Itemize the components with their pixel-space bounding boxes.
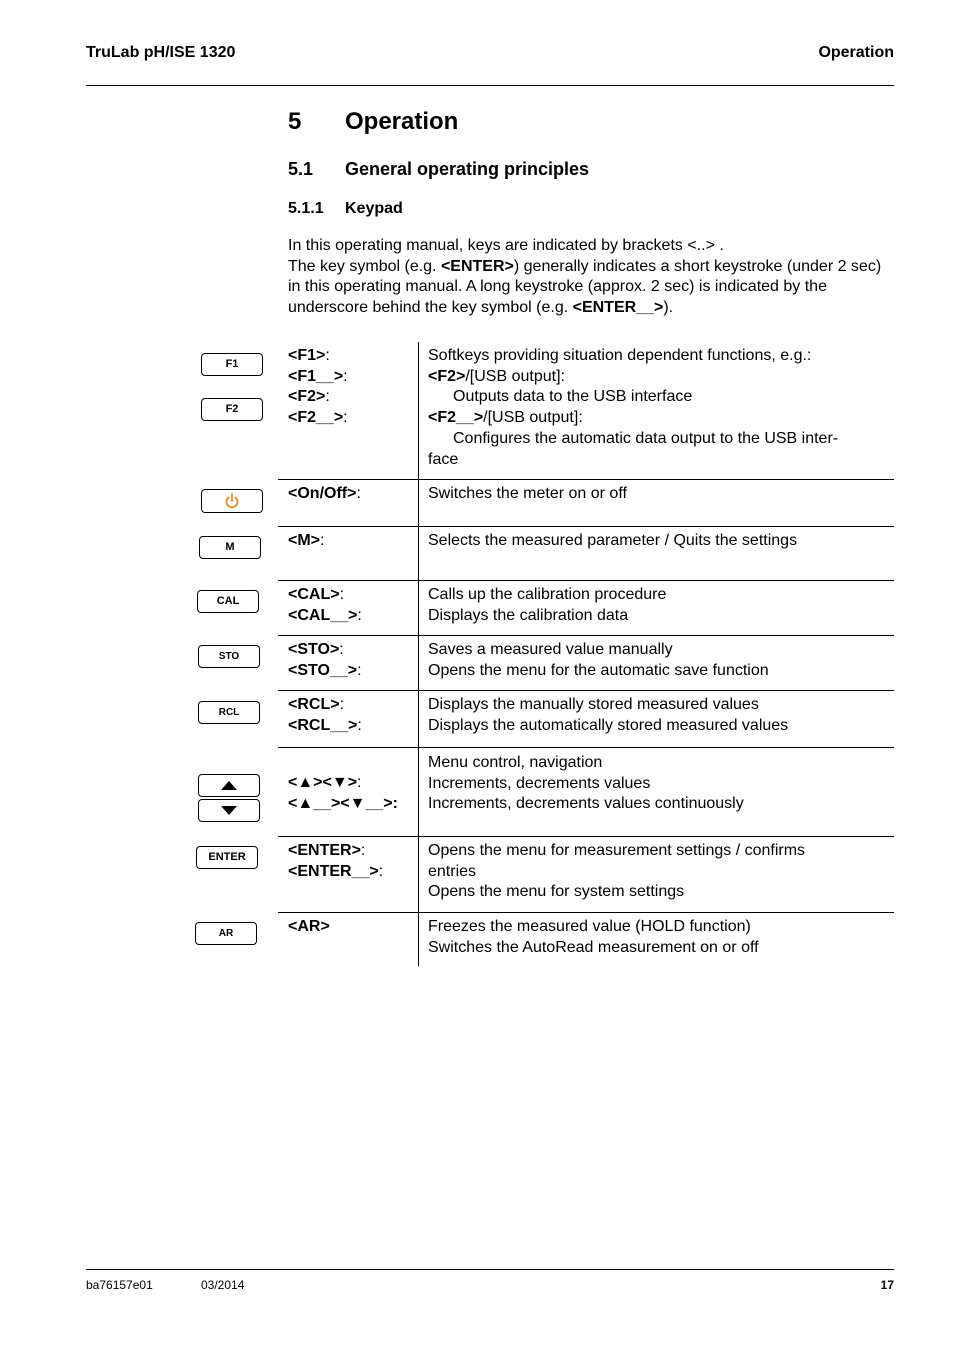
key-name: <On/Off> [288, 485, 357, 502]
desc-line: entries [428, 862, 477, 880]
row-separator [278, 479, 894, 480]
row-separator [278, 526, 894, 527]
page-number: 17 [880, 1278, 894, 1292]
down-key [198, 799, 260, 822]
key-name: <STO__> [288, 661, 358, 679]
row-separator [278, 690, 894, 691]
section-title: General operating principles [345, 159, 590, 179]
footer-rule [86, 1269, 894, 1270]
desc-line: face [428, 450, 459, 468]
table-divider-vertical [418, 342, 419, 966]
key-name: <ENTER> [288, 842, 361, 859]
header-rule [86, 85, 894, 86]
desc-line: Menu control, navigation [428, 754, 603, 771]
key-name: <F2> [288, 388, 326, 406]
up-key [198, 774, 260, 797]
footer-doc-id: ba76157e01 [86, 1278, 153, 1292]
ar-key: AR [195, 922, 257, 945]
chapter-number: 5 [288, 108, 302, 135]
desc-line: <F2>/[USB output]: [428, 367, 565, 385]
key-name: <F2__> [288, 409, 344, 427]
row-separator [278, 836, 894, 837]
desc-line: Switches the AutoRead measurement on or off [428, 938, 759, 956]
desc-line: Opens the menu for the automatic save function [428, 661, 769, 679]
intro-key-enter-long: <ENTER__> [572, 299, 664, 317]
section-number: 5.1 [288, 159, 314, 179]
key-name: <RCL__> [288, 716, 358, 734]
desc-line: Saves a measured value manually [428, 641, 673, 658]
section-heading [288, 159, 589, 180]
row-separator [278, 580, 894, 581]
desc-line: Opens the menu for measurement settings / confirms [428, 842, 806, 859]
f1-key: F1 [201, 353, 263, 376]
header-section: Operation [818, 44, 894, 61]
softkeys-description [428, 346, 890, 470]
key-name: <CAL__> [288, 606, 358, 624]
desc-line: Outputs data to the USB interface [453, 388, 693, 406]
intro-text-c: ). [663, 299, 674, 317]
rcl-key: RCL [198, 701, 260, 724]
intro-line1: In this operating manual, keys are indicated by brackets <..> . [288, 237, 724, 254]
enter-key: ENTER [196, 846, 258, 869]
on-off-key [201, 489, 263, 513]
desc-line: Displays the automatically stored measured values [428, 716, 789, 734]
intro-paragraph [288, 236, 894, 319]
key-name: <▲><▼> [288, 774, 358, 791]
softkeys-names: <F1>: <F1__>: <F2>: <F2__>: [288, 347, 348, 427]
key-name: <RCL> [288, 696, 340, 713]
key-name: <M> [288, 532, 321, 549]
desc-line: Displays the manually stored measured values [428, 696, 759, 713]
intro-text-a: The key symbol (e.g. [288, 257, 441, 275]
subsection-heading [288, 200, 403, 218]
up-arrow-icon [199, 775, 259, 796]
key-name: <▲__><▼__> [288, 794, 393, 812]
intro-key-enter: <ENTER> [440, 257, 514, 275]
desc-line: Configures the automatic data output to the USB inter- [453, 429, 839, 447]
key-name: <CAL> [288, 586, 340, 603]
desc-line: Increments, decrements values [428, 774, 651, 792]
subsection-title: Keypad [345, 200, 403, 217]
row-separator [278, 747, 894, 748]
header-product: TruLab pH/ISE 1320 [86, 44, 236, 61]
desc-line: Calls up the calibration procedure [428, 586, 667, 603]
desc-line: Switches the meter on or off [428, 485, 627, 502]
f2-key: F2 [201, 398, 263, 421]
desc-line: <F2__>/[USB output]: [428, 409, 583, 427]
footer-date: 03/2014 [201, 1278, 245, 1292]
sto-key: STO [198, 645, 260, 668]
desc-line: Increments, decrements values continuously [428, 795, 744, 813]
desc-line: Freezes the measured value (HOLD function) [428, 918, 751, 935]
down-arrow-icon [199, 800, 259, 821]
desc-line: Displays the calibration data [428, 606, 629, 624]
chapter-heading [288, 108, 458, 136]
row-separator [278, 912, 894, 913]
key-name: <STO> [288, 641, 340, 658]
chapter-title: Operation [345, 108, 459, 135]
intro-text-b: ) generally indicates a short keystroke (under 2 sec) in this operating manual. A long keystroke (approx. 2 sec) is indicated by the underscore behind the key symbol (e.g. [288, 257, 882, 317]
intro-line2 [288, 257, 894, 319]
key-name: <F1__> [288, 367, 344, 385]
key-name: <ENTER__> [288, 862, 379, 880]
subsection-number: 5.1.1 [288, 200, 324, 217]
m-key: M [199, 536, 261, 559]
key-name: <F1> [288, 347, 326, 364]
desc-line: Opens the menu for system settings [428, 883, 685, 901]
desc-line: Softkeys providing situation dependent functions, e.g.: [428, 347, 812, 364]
desc-line: Selects the measured parameter / Quits the settings [428, 532, 798, 549]
power-icon [202, 490, 262, 512]
cal-key: CAL [197, 590, 259, 613]
row-separator [278, 635, 894, 636]
key-name: <AR> [288, 918, 330, 935]
